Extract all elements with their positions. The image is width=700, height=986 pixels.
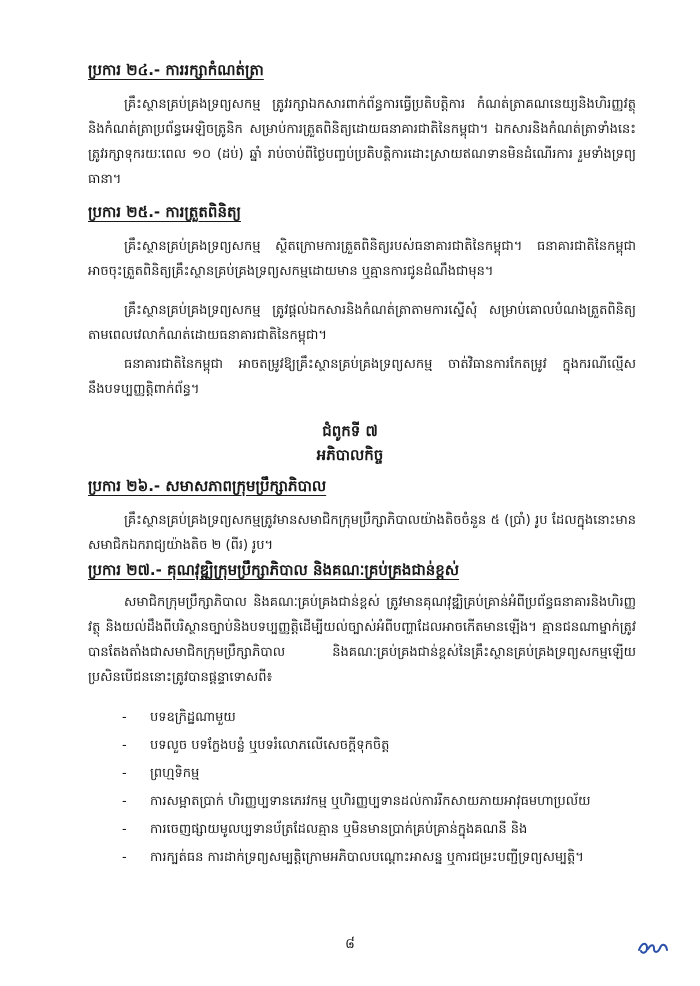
- chapter-number: ជំពូកទី ៧: [322, 422, 378, 440]
- article-25-paragraph-2: គ្រឹះស្ថានគ្រប់គ្រងទ្រព្យសកម្ម ត្រូវផ្តល់ឯកសារនិងកំណត់ត្រាតាមការស្នើសុំ សម្រាប់គោលបំណងត្រួតពិនិត្យ តាមពេលវេលាកំណត់ដោយធនាគារជាតិនៃកម្ពុជា។: [88, 303, 636, 343]
- article-27-heading: ប្រការ ២៧.- គុណវុឌ្ឍិក្រុមប្រឹក្សាភិបាល និងគណៈគ្រប់គ្រងជាន់ខ្ពស់: [88, 561, 460, 579]
- list-item: - ការសម្អាតប្រាក់ ហិរញ្ញប្បទានភេរវកម្ម ឬហិរញ្ញប្បទានដល់ការរីកសាយភាយអាវុធមហាប្រល័យ: [122, 794, 591, 809]
- article-27-conviction-list: [122, 706, 642, 874]
- list-item: - ការក្បត់ធន ការដាក់ទ្រព្យសម្បត្តិក្រោមអភិបាលបណ្តោះអាសន្ន ឬការជម្រះបញ្ជីទ្រព្យសម្បត្តិ។: [122, 850, 584, 865]
- article-26-paragraph: គ្រឹះស្ថានគ្រប់គ្រងទ្រព្យសកម្មត្រូវមានសមាជិកក្រុមប្រឹក្សាភិបាលយ៉ាងតិចចំនួន ៥ (ប្រាំ) រូប ដែលក្នុងនោះមានសមាជិកឯករាជ្យយ៉ាងតិច ២ (ពីរ) រូប។: [88, 513, 636, 553]
- article-26-heading: ប្រការ ២៦.- សមាសភាពក្រុមប្រឹក្សាភិបាល: [88, 477, 327, 495]
- list-item: - បទឧក្រិដ្ឋណាមួយ: [122, 710, 236, 725]
- list-item: - បទលួច បទក្លែងបន្លំ ឬបទរំលោភលើសេចក្តីទុកចិត្ត: [122, 738, 390, 753]
- handwritten-initials-icon: [636, 936, 670, 958]
- page-number: ៨: [345, 936, 355, 952]
- article-27-paragraph: សមាជិកក្រុមប្រឹក្សាភិបាល និងគណៈគ្រប់គ្រងជាន់ខ្ពស់ ត្រូវមានគុណវុឌ្ឍិគ្រប់គ្រាន់អំពីប្រព័ន្ធធនាគារនិងហិរញ្ញវត្ថុ និងយល់ដឹងពីបរិស្ថានច្បាប់និងបទប្បញ្ញត្តិដើម្បីយល់ច្បាស់អំពីបញ្ហាដែលអាចកើតមានឡើង។ គ្មានជនណាម្នាក់ត្រូវបានតែងតាំងជាសមាជិកក្រុមប្រឹក្សាភិបាល និងគណៈគ្រប់គ្រងជាន់ខ្ពស់នៃគ្រឹះស្ថានគ្រប់គ្រងទ្រព្យសកម្មឡើយ ប្រសិនបើជននោះត្រូវបានផ្តន្ទាទោសពី៖: [88, 595, 636, 685]
- list-item: - ព្រហ្មទិកម្ម: [122, 766, 200, 781]
- list-item: - ការចេញផ្សាយមូលប្បទានប័ត្រដែលគ្មាន ឬមិនមានប្រាក់គ្រប់គ្រាន់ក្នុងគណនី និង: [122, 822, 528, 837]
- article-25-paragraph-1: គ្រឹះស្ថានគ្រប់គ្រងទ្រព្យសកម្ម ស្ថិតក្រោមការត្រួតពិនិត្យរបស់ធនាគារជាតិនៃកម្ពុជា។ ធនាគារជាតិនៃកម្ពុជា អាចចុះត្រួតពិនិត្យគ្រឹះស្ថានគ្រប់គ្រងទ្រព្យសកម្មដោយមាន ឬគ្មានការជូនដំណឹងជាមុន។: [88, 239, 636, 279]
- article-24-paragraph: គ្រឹះស្ថានគ្រប់គ្រងទ្រព្យសកម្ម ត្រូវរក្សាឯកសារពាក់ព័ន្ធការធ្វើប្រតិបត្តិការ កំណត់ត្រាគណនេយ្យនិងហិរញ្ញវត្ថុ និងកំណត់ត្រាប្រព័ន្ធអេឡិចត្រូនិក សម្រាប់ការត្រួតពិនិត្យដោយធនាគារជាតិនៃកម្ពុជា។ ឯកសារនិងកំណត់ត្រាទាំងនេះ ត្រូវរក្សាទុករយៈពេល ១០ (ដប់) ឆ្នាំ រាប់ចាប់ពីថ្ងៃបញ្ចប់ប្រតិបត្តិការដោះស្រាយឥណទានមិនដំណើរការ រួមទាំងទ្រព្យធានា។: [88, 97, 636, 187]
- article-25-paragraph-3: ធនាគារជាតិនៃកម្ពុជា អាចតម្រូវឱ្យគ្រឹះស្ថានគ្រប់គ្រងទ្រព្យសកម្ម ចាត់វិធានការកែតម្រូវ ក្នុងករណីល្មើសនឹងបទប្បញ្ញត្តិពាក់ព័ន្ធ។: [88, 357, 636, 397]
- chapter-title: អភិបាលកិច្ច: [316, 446, 384, 464]
- article-25-heading: ប្រការ ២៥.- ការត្រួតពិនិត្យ: [88, 203, 241, 221]
- article-24-heading: ប្រការ ២៤.- ការរក្សាកំណត់ត្រា: [88, 61, 264, 79]
